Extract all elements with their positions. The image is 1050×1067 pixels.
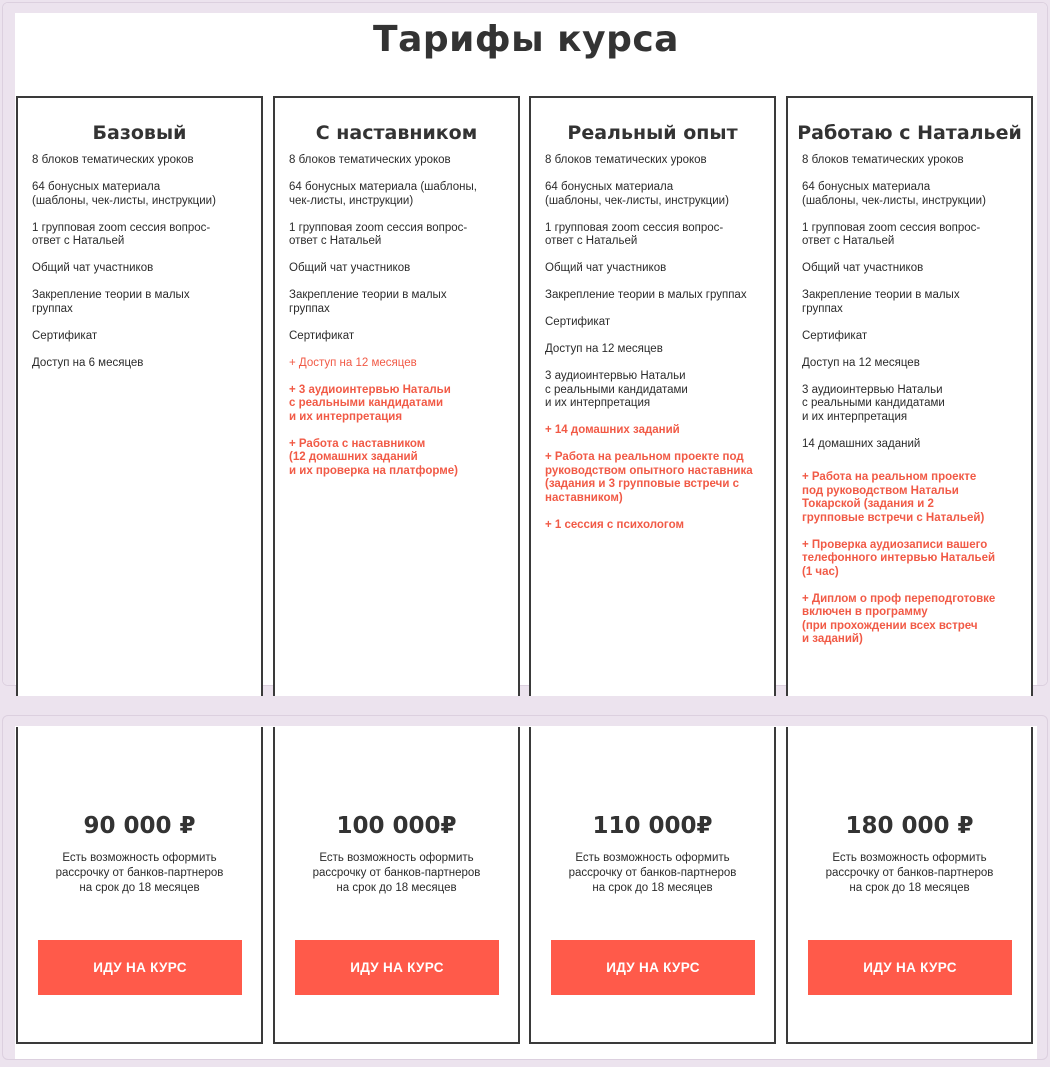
plan-card-price [16,727,263,1044]
plan-feature-item: + 3 аудиоинтервью Натальи с реальными кандидатами и их интерпретация [289,383,451,423]
installment-note: Есть возможность оформить рассрочку от банков-партнеров на срок до 18 месяцев [312,852,481,894]
plan-feature-item: + Работа на реальном проекте под руководством опытного наставника (задания и 3 групповые встречи с наставником) [545,451,753,504]
plan-title: Реальный опыт [567,122,738,144]
plan-feature-item: Сертификат [802,329,868,342]
plan-feature-list [275,154,518,478]
plan-feature-item: Сертификат [545,316,611,328]
plan-feature-item: + Диплом о проф переподготовке включен в программу (при прохождении всех встреч и заданий) [802,592,996,645]
plan-card-features [16,96,263,696]
plan-feature-item: Доступ на 12 месяцев [545,343,663,355]
plan-feature-item: + 1 сессия с психологом [545,518,684,531]
plan-feature-item: Общий чат участников [802,262,924,274]
plan-feature-item: 1 групповая zoom сессия вопрос- ответ с Натальей [32,221,211,247]
plan-card-features [529,96,776,696]
plan-feature-item: Закрепление теории в малых группах [545,289,747,301]
plan-feature-item: Доступ на 12 месяцев [802,356,920,369]
plan-feature-item: Общий чат участников [289,262,411,274]
plan-title: Работаю с Натальей [797,122,1022,144]
installment-note: Есть возможность оформить рассрочку от банков-партнеров на срок до 18 месяцев [55,852,224,894]
plan-feature-item: + Проверка аудиозаписи вашего телефонного интервью Натальей (1 час) [802,538,996,578]
plan-feature-item: Общий чат участников [545,262,667,274]
plan-feature-item: + 14 домашних заданий [545,424,680,436]
plan-feature-item: 8 блоков тематических уроков [32,154,194,166]
plan-feature-list [531,154,774,532]
plan-feature-item: + Работа с наставником (12 домашних заданий и их проверка на платформе) [289,437,458,477]
plan-feature-item: 64 бонусных материала (шаблоны, чек-листы, инструкции) [545,181,729,207]
join-course-button[interactable]: ИДУ НА КУРС [38,940,242,995]
plan-feature-item: 8 блоков тематических уроков [289,154,451,166]
plan-feature-item: 8 блоков тематических уроков [802,154,964,166]
installment-note: Есть возможность оформить рассрочку от банков-партнеров на срок до 18 месяцев [825,852,994,894]
plan-feature-list [788,154,1031,647]
plan-feature-item: 64 бонусных материала (шаблоны, чек-листы, инструкции) [32,181,216,207]
plan-feature-item: 1 групповая zoom сессия вопрос- ответ с Натальей [802,221,981,247]
plan-feature-item: 1 групповая zoom сессия вопрос- ответ с Натальей [289,221,468,247]
plan-feature-item: Сертификат [32,329,98,342]
plan-card-price [529,727,776,1044]
plan-feature-item: Закрепление теории в малых группах [289,289,447,315]
plan-feature-item: 3 аудиоинтервью Натальи с реальными кандидатами и их интерпретация [545,370,688,409]
installment-note: Есть возможность оформить рассрочку от банков-партнеров на срок до 18 месяцев [568,852,737,894]
page-title: Тарифы курса [373,19,679,60]
plan-feature-item: 14 домашних заданий [802,437,921,450]
plan-card-price [786,727,1033,1044]
plan-feature-item: + Доступ на 12 месяцев [289,356,417,369]
plan-feature-item: 8 блоков тематических уроков [545,154,707,166]
plan-feature-list [18,154,261,370]
plan-feature-item: + Работа на реальном проекте под руководством Натальи Токарской (задания и 2 групповые встречи с Натальей) [802,471,985,524]
plan-price: 100 000₽ [336,813,457,839]
join-course-button[interactable]: ИДУ НА КУРС [551,940,755,995]
plan-feature-item: 64 бонусных материала (шаблоны, чек-листы, инструкции) [802,181,986,207]
plan-feature-item: Общий чат участников [32,262,154,274]
plan-feature-item: Закрепление теории в малых группах [32,289,190,315]
plan-price: 90 000 ₽ [83,813,196,839]
plan-feature-item: Доступ на 6 месяцев [32,356,144,369]
plan-feature-item: 3 аудиоинтервью Натальи с реальными кандидатами и их интерпретация [802,383,945,423]
join-course-button[interactable]: ИДУ НА КУРС [808,940,1012,995]
plan-feature-item: 1 групповая zoom сессия вопрос- ответ с Натальей [545,221,724,247]
plan-title: Базовый [92,122,187,144]
plan-card-price [273,727,520,1044]
join-course-button[interactable]: ИДУ НА КУРС [295,940,499,995]
plan-title: С наставником [315,122,478,144]
plan-feature-item: 64 бонусных материала (шаблоны, чек-листы, инструкции) [289,181,477,207]
plan-feature-item: Сертификат [289,329,355,342]
plan-price: 180 000 ₽ [845,813,974,839]
plan-card-features [786,96,1033,696]
plan-card-features [273,96,520,696]
plan-feature-item: Закрепление теории в малых группах [802,289,960,315]
plan-price: 110 000₽ [592,813,713,839]
